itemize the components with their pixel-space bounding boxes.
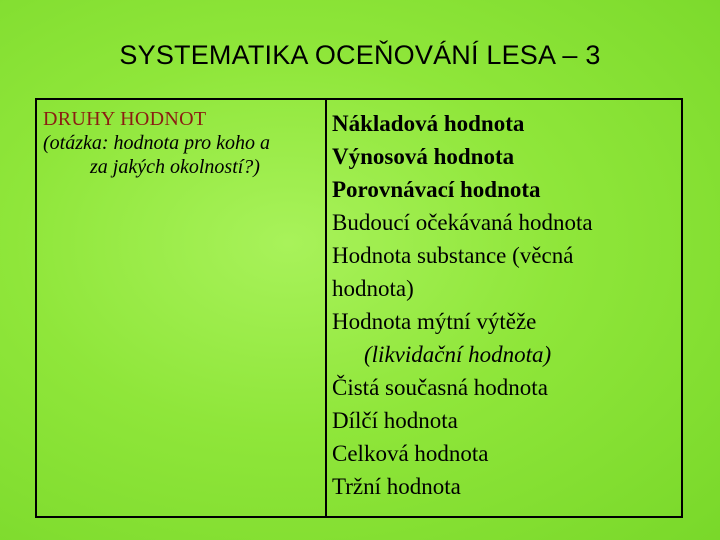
- right-column: [327, 100, 681, 516]
- note-line-1: (otázka: hodnota pro koho a: [43, 132, 271, 154]
- value-types-table: [35, 98, 683, 518]
- value-item-substance: Hodnota substance (věcná: [332, 243, 574, 268]
- value-item-budouci: Budoucí očekávaná hodnota: [332, 210, 593, 235]
- value-item-vynosova: Výnosová hodnota: [332, 144, 515, 169]
- value-item-porovnavaci: Porovnávací hodnota: [332, 177, 541, 202]
- value-list: [332, 107, 681, 503]
- value-item-substance-cont: hodnota): [332, 276, 414, 301]
- value-item-dilci: Dílčí hodnota: [332, 408, 458, 433]
- value-item-trzni: Tržní hodnota: [332, 474, 461, 499]
- value-item-nakladova: Nákladová hodnota: [332, 111, 525, 136]
- value-item-celkova: Celková hodnota: [332, 441, 489, 466]
- value-item-mytni: Hodnota mýtní výtěže: [332, 309, 537, 334]
- value-types-note: [43, 131, 325, 179]
- value-item-cista-soucasna: Čistá současná hodnota: [332, 375, 548, 400]
- value-item-likvidacni: (likvidační hodnota): [364, 342, 552, 367]
- note-line-2: za jakých okolností?): [90, 156, 260, 178]
- left-column: [37, 100, 327, 516]
- value-types-heading: DRUHY HODNOT: [43, 108, 207, 130]
- slide-title: SYSTEMATIKA OCEŇOVÁNÍ LESA – 3: [119, 40, 601, 70]
